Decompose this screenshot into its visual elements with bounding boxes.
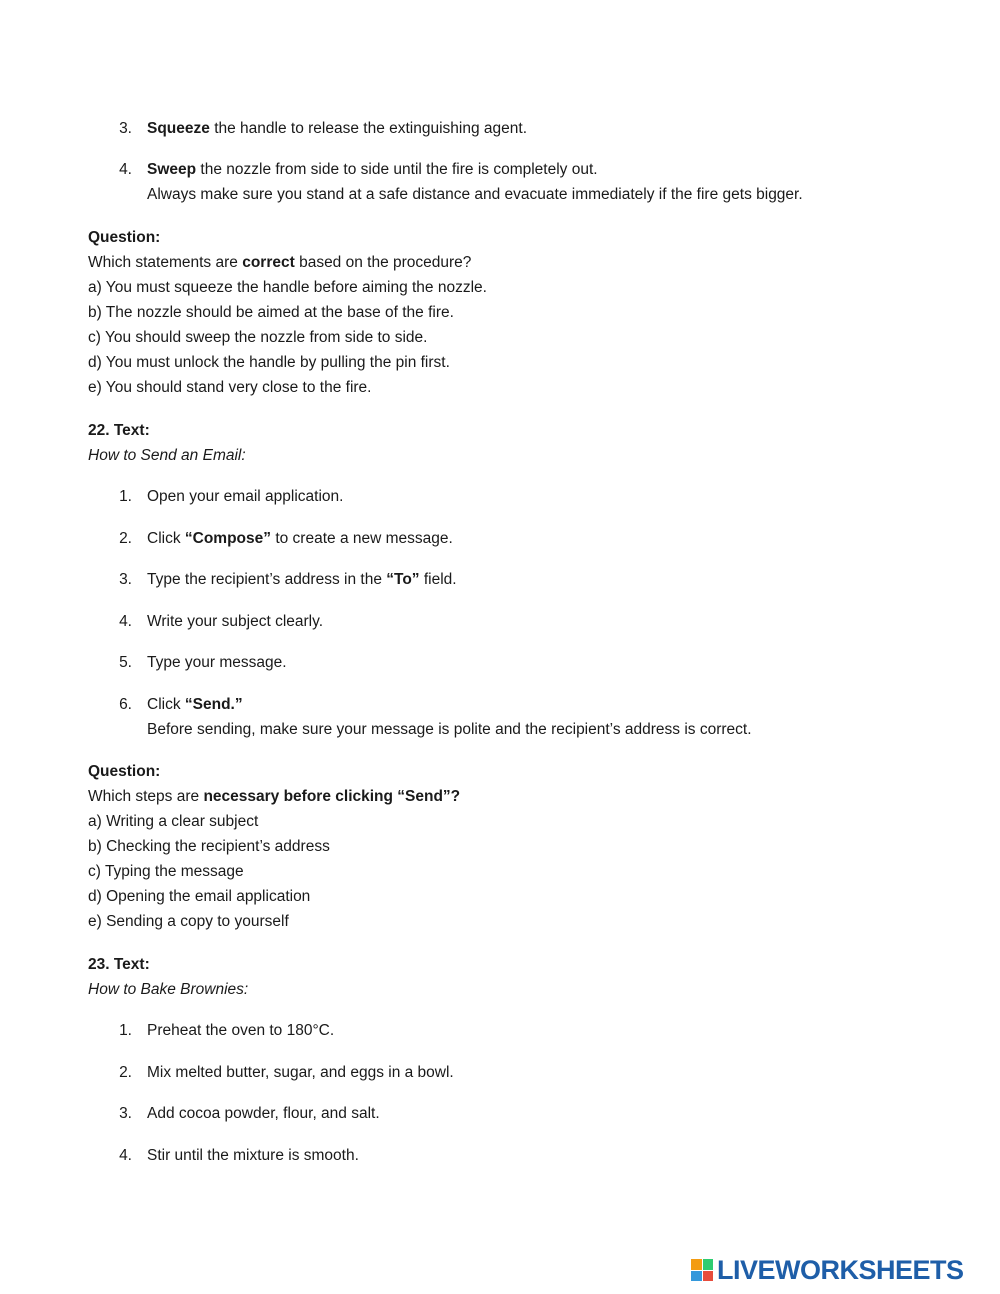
logo-mark-icon	[691, 1259, 713, 1281]
step-keyword: Sweep	[147, 161, 197, 178]
step-text: the nozzle from side to side until the fire is completely out.	[196, 161, 598, 178]
section-heading-22: 22. Text:	[88, 422, 150, 439]
question-heading: Question:	[88, 229, 161, 246]
option-d: d) You must unlock the handle by pulling the pin first.	[88, 354, 450, 371]
section-title-22: How to Send an Email:	[88, 447, 246, 464]
step-keyword: Squeeze	[147, 120, 210, 137]
step-number: 3.	[119, 120, 132, 137]
option-c: c) Typing the message	[88, 863, 244, 880]
liveworksheets-logo	[691, 1254, 964, 1286]
option-c: c) You should sweep the nozzle from side to side.	[88, 329, 428, 346]
option-a: a) You must squeeze the handle before aiming the nozzle.	[88, 279, 487, 296]
section-title-23: How to Bake Brownies:	[88, 981, 249, 998]
option-a: a) Writing a clear subject	[88, 813, 259, 830]
logo-text: LIVEWORKSHEETS	[717, 1254, 964, 1285]
step-number: 4.	[119, 161, 132, 178]
email-note: Before sending, make sure your message is polite and the recipient’s address is correct.	[147, 721, 752, 738]
option-e: e) Sending a copy to yourself	[88, 913, 289, 930]
option-b: b) The nozzle should be aimed at the base of the fire.	[88, 304, 454, 321]
question-heading: Question:	[88, 763, 161, 780]
section-heading-23: 23. Text:	[88, 956, 150, 973]
option-e: e) You should stand very close to the fire.	[88, 379, 372, 396]
option-d: d) Opening the email application	[88, 888, 311, 905]
question-prompt: Which statements are correct based on the procedure?	[88, 254, 472, 271]
option-b: b) Checking the recipient’s address	[88, 838, 330, 855]
step-text: the handle to release the extinguishing agent.	[209, 120, 528, 137]
fire-safety-note: Always make sure you stand at a safe distance and evacuate immediately if the fire gets bigger.	[147, 186, 803, 203]
question-prompt: Which steps are necessary before clicking “Send”?	[88, 788, 461, 805]
